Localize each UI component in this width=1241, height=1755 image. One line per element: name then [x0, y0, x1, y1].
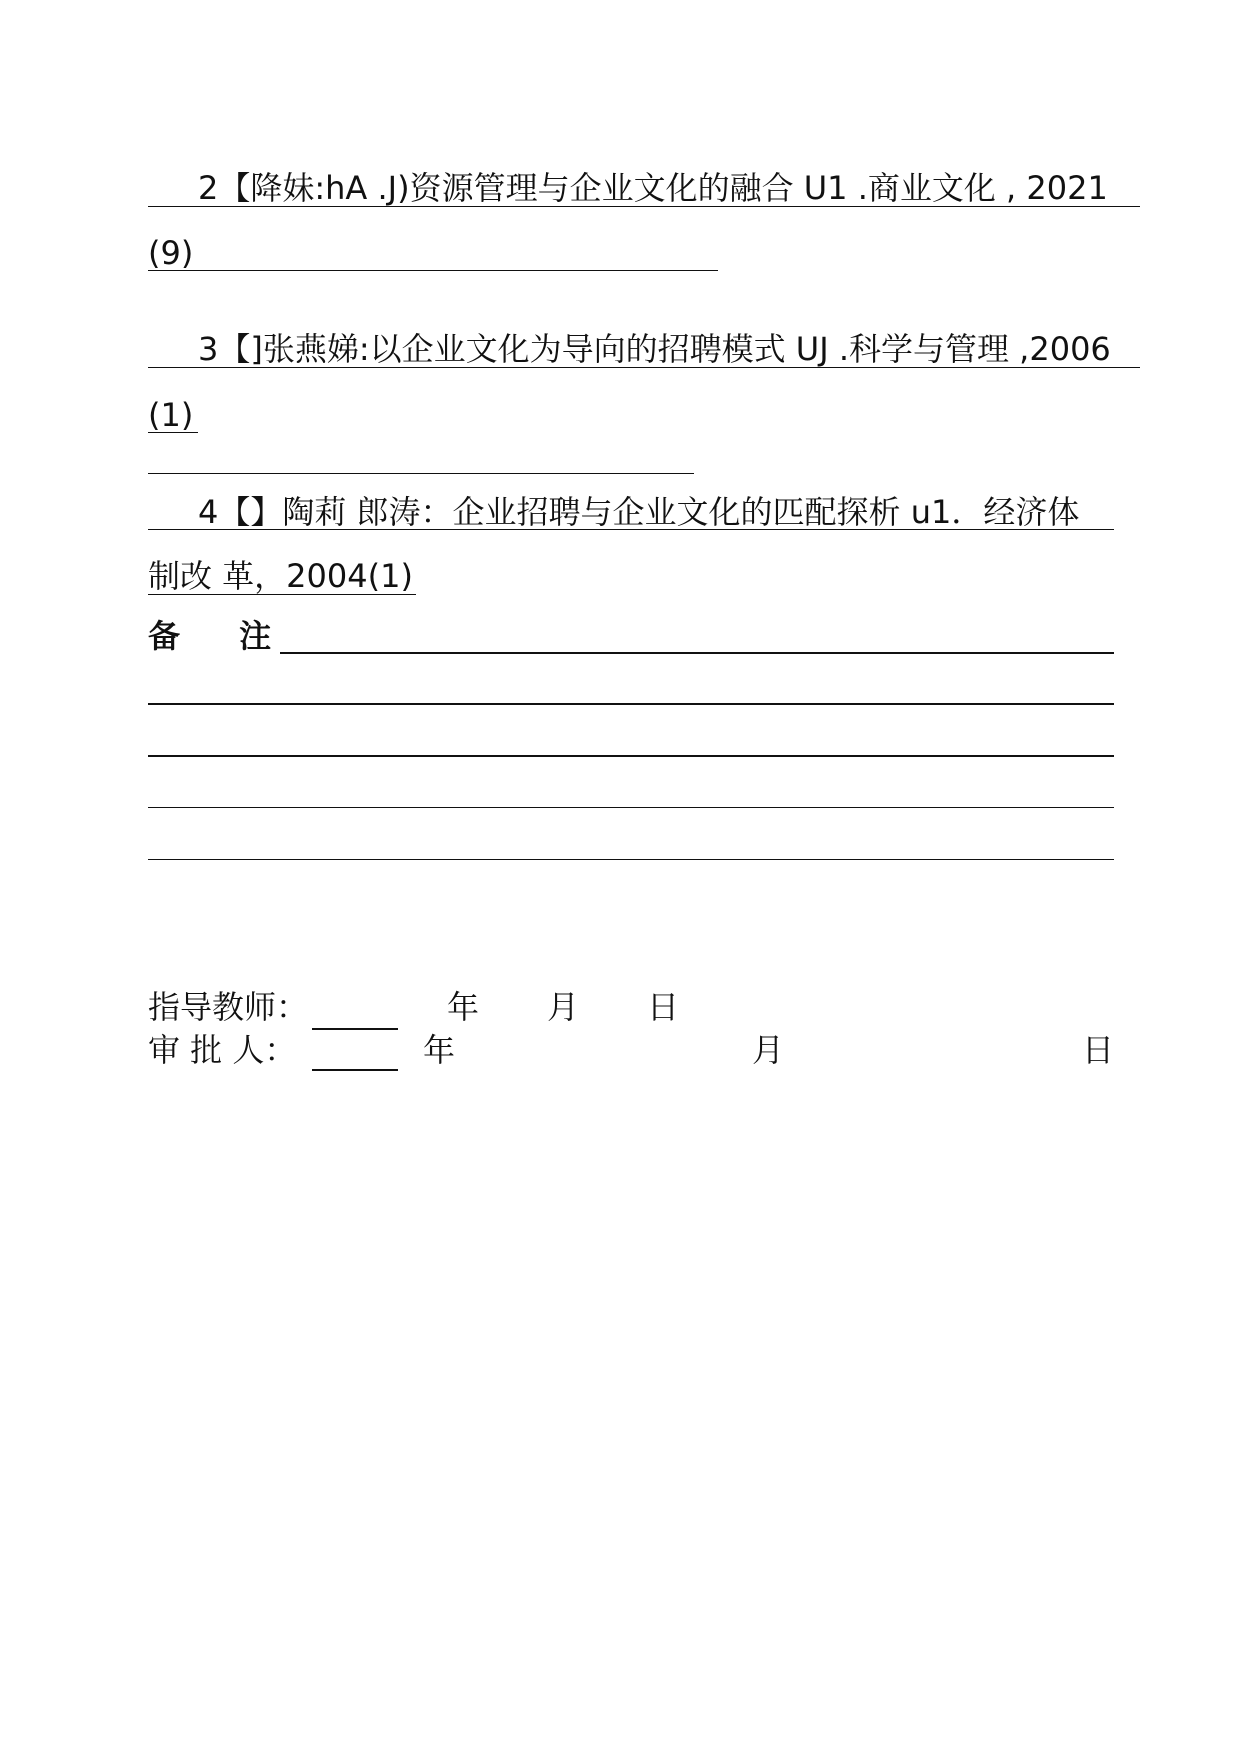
- ref3-underline-3: [148, 473, 694, 474]
- advisor-year: 年: [447, 988, 480, 1026]
- remarks-label-text: 备 注: [148, 617, 272, 655]
- reference-2-line-2: (9): [148, 234, 194, 272]
- remarks-line-2: [148, 703, 1114, 705]
- remarks-line-4: [148, 807, 1114, 808]
- reference-3-line-1: 3【]张燕娣:以企业文化为导向的招聘模式 UJ .科学与管理 ,2006: [198, 330, 1111, 368]
- advisor-label: 指导教师：: [148, 988, 309, 1026]
- ref3-underline-1: [148, 367, 1140, 368]
- advisor-day: 日: [647, 988, 680, 1026]
- ref4-underline-1: [148, 529, 1114, 530]
- remarks-label: [148, 616, 271, 656]
- approver-day: 日: [1082, 1031, 1115, 1069]
- reference-4-line-1: 4【】陶莉 郎涛：企业招聘与企业文化的匹配探析 u1．经济体: [198, 493, 1080, 531]
- remarks-line-1: [280, 652, 1114, 654]
- approver-label: 审 批 人：: [148, 1031, 297, 1069]
- ref4-underline-2: [148, 594, 416, 595]
- ref2-underline-2: [148, 270, 718, 271]
- approver-month: 月: [752, 1031, 785, 1069]
- advisor-month: 月: [547, 988, 580, 1026]
- reference-3-line-2: (1): [148, 396, 194, 434]
- approver-year: 年: [423, 1031, 456, 1069]
- advisor-signature-blank[interactable]: [312, 1028, 398, 1030]
- approver-signature-blank[interactable]: [312, 1069, 398, 1071]
- ref3-underline-2: [148, 432, 198, 433]
- reference-2-line-1: 2【降妹:hA .J)资源管理与企业文化的融合 U1 .商业文化 , 2021: [198, 169, 1108, 207]
- remarks-line-5: [148, 859, 1114, 860]
- reference-4-line-2: 制改 革，2004(1): [148, 557, 413, 595]
- remarks-line-3: [148, 755, 1114, 757]
